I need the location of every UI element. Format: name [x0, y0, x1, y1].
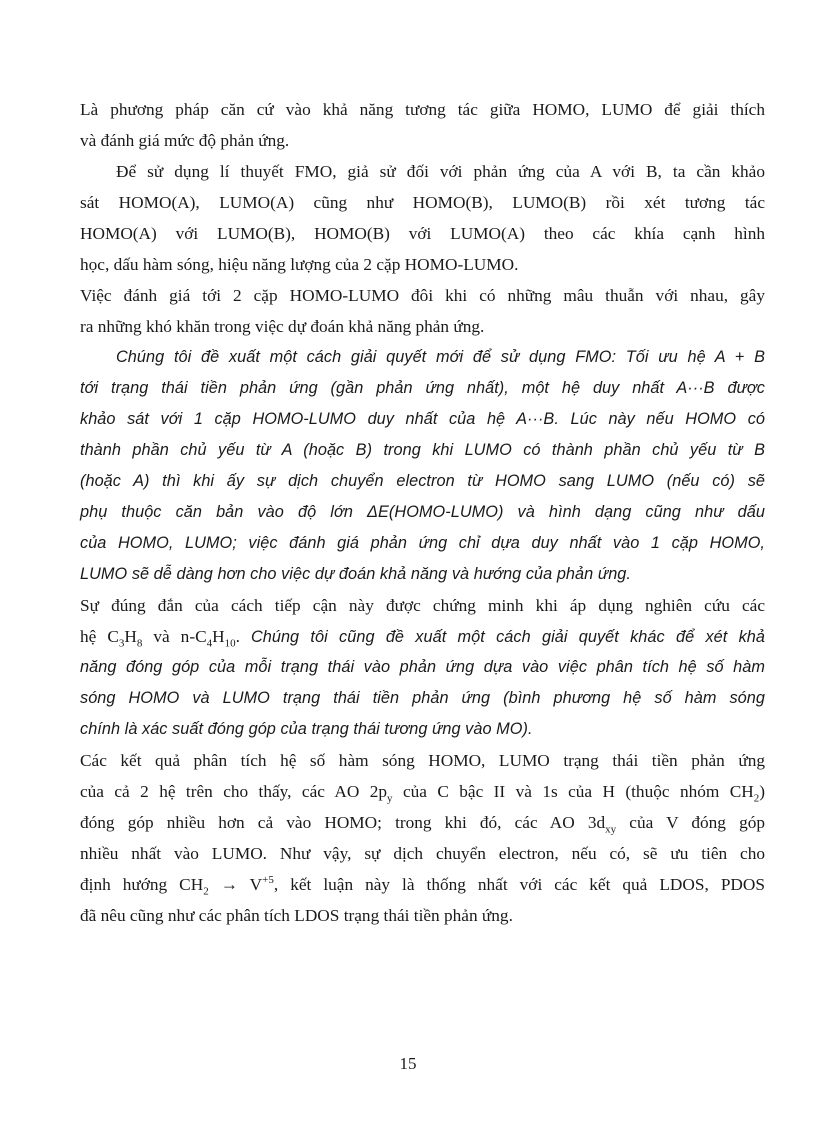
italic-line: khảo sát với 1 cặp HOMO-LUMO duy nhất của hệ A···B. Lúc này nếu HOMO có	[80, 410, 765, 428]
text-line: Để sử dụng lí thuyết FMO, giả sử đối với phản ứng của A với B, ta cần khảo	[116, 162, 765, 181]
document-body	[80, 94, 765, 931]
text-line: ra những khó khăn trong việc dự đoán khả năng phản ứng.	[80, 317, 485, 336]
italic-line: Chúng tôi đề xuất một cách giải quyết mới để sử dụng FMO: Tối ưu hệ A + B	[116, 348, 765, 366]
text-line: Sự đúng đắn của cách tiếp cận này được chứng minh khi áp dụng nghiên cứu các	[80, 596, 765, 615]
italic-line: chính là xác suất đóng góp của trạng thái tương ứng vào MO).	[80, 720, 533, 738]
text-line: Các kết quả phân tích hệ số hàm sóng HOMO, LUMO trạng thái tiền phản ứng	[80, 751, 765, 770]
italic-line: LUMO sẽ dễ dàng hơn cho việc dự đoán khả năng và hướng của phản ứng.	[80, 565, 631, 583]
text-line: Là phương pháp căn cứ vào khả năng tương tác giữa HOMO, LUMO để giải thích	[80, 100, 765, 119]
text-line-formula: hệ $C_3H_8$ và $n-C_4H_{10}$. Chúng tôi cũng đề xuất một cách giải quyết khác để xét khả	[80, 627, 765, 650]
text-line: Việc đánh giá tới 2 cặp HOMO-LUMO đôi khi có những mâu thuẫn với nhau, gây	[80, 286, 765, 305]
text-line-formula: định hướng $CH_2 \to V^{+5}$, kết luận này là thống nhất với các kết quả LDOS, PDOS	[80, 874, 766, 898]
text-line: HOMO(A) với LUMO(B), HOMO(B) với LUMO(A) theo các khía cạnh hình	[80, 224, 765, 243]
text-line: sát HOMO(A), LUMO(A) cũng như HOMO(B), LUMO(B) rồi xét tương tác	[80, 193, 765, 212]
italic-line: phụ thuộc căn bản vào độ lớn ΔE(HOMO-LUMO) và hình dạng cũng như dấu	[80, 503, 765, 521]
text-line: học, dấu hàm sóng, hiệu năng lượng của 2 cặp HOMO-LUMO.	[80, 255, 519, 274]
italic-line: tới trạng thái tiền phản ứng (gần phản ứng nhất), một hệ duy nhất A···B được	[80, 379, 765, 397]
italic-line: thành phần chủ yếu từ A (hoặc B) trong khi LUMO có thành phần chủ yếu từ B	[80, 441, 765, 459]
text-line-formula: đóng góp nhiều hơn cả vào HOMO; trong khi đó, các AO $3d_{xy}$ của V đóng góp	[80, 813, 765, 836]
page-number: 15	[399, 1054, 417, 1073]
italic-line: năng đóng góp của mỗi trạng thái vào phản ứng dựa vào việc phân tích hệ số hàm	[80, 658, 765, 676]
text-line-formula: của cả 2 hệ trên cho thấy, các AO $2p_y$ của C bậc II và 1s của H (thuộc nhóm $CH_2$)	[80, 782, 765, 805]
text-line: đã nêu cũng như các phân tích LDOS trạng thái tiền phản ứng.	[80, 906, 513, 925]
text-line: nhiều nhất vào LUMO. Như vậy, sự dịch chuyển electron, nếu có, sẽ ưu tiên cho	[80, 844, 765, 863]
italic-line: sóng HOMO và LUMO trạng thái tiền phản ứng (bình phương hệ số hàm sóng	[80, 689, 765, 707]
text-line: và đánh giá mức độ phản ứng.	[80, 131, 290, 150]
italic-line: của HOMO, LUMO; việc đánh giá phản ứng chỉ dựa duy nhất vào 1 cặp HOMO,	[80, 534, 765, 552]
italic-line: (hoặc A) thì khi ấy sự dịch chuyển electron từ HOMO sang LUMO (nếu có) sẽ	[80, 472, 765, 490]
